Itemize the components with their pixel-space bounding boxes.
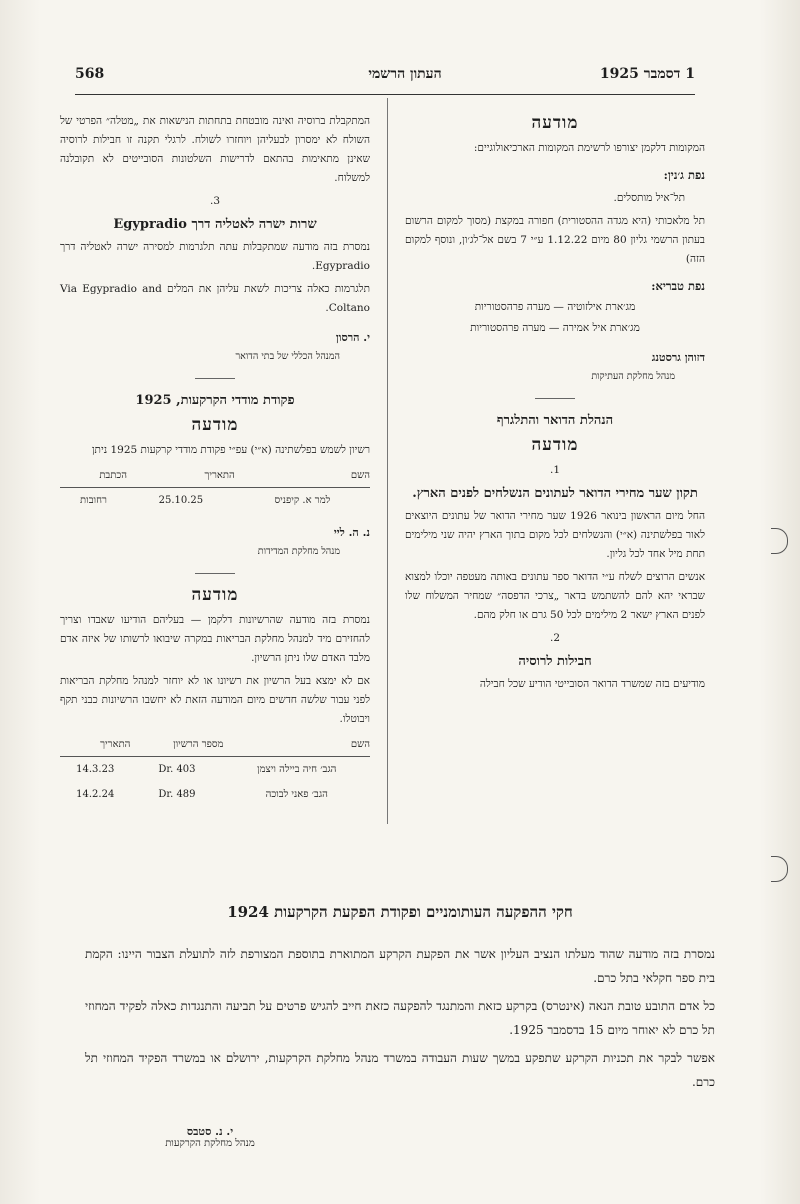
section-number: 2. (549, 632, 561, 644)
table-row (60, 782, 370, 807)
signer-title: מנהל מחלקת הקרקעות (165, 1138, 255, 1149)
notice-title: מודעה (191, 585, 239, 605)
separator (195, 378, 235, 379)
paragraph: נמסרת בזה מודעה שהרשיונות דלקמן — בעליהם הודיעו שאבדו וצריך להחזירם מיד למנהל מחלקת הבריאות במקרה שיבואו לרשותו של איזה אדם מלבד האדם שלו ניתן הרשיון. (60, 614, 370, 664)
table-cell: למר א. קיפניס (274, 495, 331, 506)
table-header: התאריך (60, 733, 130, 757)
site-item: תל־איל מותסלים. (613, 192, 685, 204)
department-heading: הנהלת הדואר והתלגרף (496, 413, 614, 428)
paragraph: רשיון לשמש בפלשתינה (א״י) עפ״י פקודת מודדי קרקעות 1925 ניתן (91, 444, 370, 456)
page-number: 568 (75, 66, 105, 82)
license-table (60, 733, 370, 807)
table-header: הכתבת (60, 464, 127, 488)
section-heading: תקון שער מחירי הדואר לעתונים הנשלחים לפנים הארץ. (412, 486, 698, 501)
section-heading: חבילות לרוסיה (518, 654, 592, 669)
signer-name: דזוהן גרסטנג (651, 351, 705, 364)
expropriation-notice (85, 900, 715, 1098)
table-cell: הגב׳ חיה ביילה ויצמן (257, 764, 337, 775)
section-heading: פקודת מודדי הקרקעות, 1925 (135, 393, 295, 408)
signer-name: נ. ה. ליי (333, 526, 370, 539)
table-cell: רחובות (80, 495, 107, 506)
signer-name: י. נ. סטבס (186, 1125, 234, 1138)
section-heading: שרות ישרה לאטליה דרך Egypradio (113, 217, 317, 232)
paragraph: מודיעים בזה שמשרד הדואר הסובייטי הודיע שכל חבילה (479, 678, 705, 690)
notice-heading: חקי ההפקעה העותומניים ופקודת הפקעת הקרקעות 1924 (227, 903, 573, 921)
table-cell: Dr. 489 (158, 789, 196, 800)
paragraph: נמסרת בזה מודעה שמתקבלות עתה תלגרמות למסירה ישרה לאטליה דרך Egypradio. (60, 241, 370, 272)
section-number: 1. (549, 464, 561, 476)
site-item: מג׳ארת איל אמירה — מערה פרהסטוריות (470, 322, 640, 334)
column-divider (387, 98, 388, 824)
paragraph: החל מיום הראשון בינואר 1926 שער מחירי הדואר של עתונים היוצאים לאור בפלשתינה (א״י) והנשלחים לכל מקום בתוך הארץ יהיה שני מילימים תחת מיל אחד לכל גליון. (405, 510, 705, 560)
section-number: 3. (209, 195, 221, 207)
left-column (60, 108, 370, 807)
paragraph: תלגרמות כאלה צריכות לשאת עליהן את המלים Via Egypradio and Coltano. (60, 283, 370, 314)
publication-title: העתון הרשמי (368, 66, 442, 82)
table-row (60, 488, 370, 514)
table-header: מספר הרשיון (130, 733, 223, 757)
notice-title: מודעה (531, 435, 579, 455)
table-header: השם (223, 733, 370, 757)
district-heading: נפת טבריא: (651, 279, 705, 293)
table-header: השם (235, 464, 370, 488)
paragraph: אנשים הרוצים לשלח ע״י הדואר ספר עתונים באותה מעטפה יוכלו למצוא שבראי יהא להם להשתמש בדאר „צרכי הדפסה״ שמחיר המשלוח שלו לפנים הארץ ישאר 2 מילימים לכל 50 גרם או חלק מהם. (405, 571, 705, 621)
signer-title: המנהל הכללי של בתי הדואר (235, 351, 340, 362)
notice-title: מודעה (531, 113, 579, 133)
site-description: תל מלאכותי (היא מגדה ההסטורית) חפורה במקצת (מסוך למקום הרשום בעתון הרשמי גליון 80 מיום 1.12.22 ע״י 7 בשם אל־לג׳ון, ונוסף למקום הזה) (405, 215, 705, 265)
district-heading: נפת ג׳נין: (663, 168, 705, 182)
table-cell: 25.10.25 (158, 495, 204, 506)
signer-title: מנהל מחלקת המדידות (257, 546, 340, 557)
paragraph: כל אדם התובע טובת הנאה (אינטרס) בקרקע כזאת והמתנגד להפקעה כזאת חייב להגיש פרטים על תביעה והתנגדות כאלה לפקיד המחוזי תל כרם לא יאוחר מיום 15 בדסמבר 1925. (85, 999, 715, 1037)
header-rule (75, 94, 695, 95)
table-cell: Dr. 403 (158, 764, 196, 775)
separator (535, 398, 575, 399)
table-cell: הגב׳ פאני לבוכה (265, 789, 328, 800)
issue-date: 1 דסמבר 1925 (599, 66, 695, 82)
license-table (60, 464, 370, 513)
table-row (60, 757, 370, 783)
page-header (75, 66, 695, 90)
paragraph: המתקבלת ברוסיה ואינה מובטחת בתחתות הנישאות את „מטלה״ הפרטי של השולח לא ימסרון לבעליהן ויוחזרו לשולח. לרגלי תקנה זו חבילות לרוסיה שאינן מתאימות בהתאם לדרישות השלטונות הסובייטים לא תקובלנה למשלוח. (60, 115, 370, 184)
paragraph: נמסרת בזה מודעה שהוד מעלתו הנציב העליון אשר את הפקעת הקרקע המתוארת בתוספת המצורפת לזה לתועלת הצבור היינו: הקמת בית ספר חקלאי בתל כרם. (85, 947, 715, 985)
table-cell: 14.3.23 (76, 764, 115, 775)
site-item: מג׳ארת אילזוטיה — מערה פרהסטוריות (474, 301, 636, 313)
separator (195, 573, 235, 574)
signer-name: י. הרסון (335, 331, 370, 344)
bottom-signature (130, 1125, 290, 1149)
paragraph: אם לא ימצא בעל הרשיון את רשיונו או לא יוחזר למנהל מחלקת הבריאות לפני עבור שלשה חדשים מיום המודעה הזאת לא יחשבו הרשיונות כבני תקף ויבוטלו. (60, 675, 370, 725)
notice-intro: המקומות דלקמן יצורפו לרשימת המקומות הארכיאולוגיים: (473, 142, 705, 154)
notice-title: מודעה (191, 415, 239, 435)
right-column (405, 108, 705, 698)
table-cell: 14.2.24 (76, 789, 115, 800)
signer-title: מנהל מחלקת העתיקות (591, 371, 675, 382)
table-header: התאריך (127, 464, 235, 488)
paragraph: אפשר לבקר את תכניות הקרקע שתפקע במשך שעות העבודה במשרד מנהל מחלקת הקרקעות, ירושלם או במשרד הפקיד המחוזי תל כרם. (85, 1051, 715, 1089)
